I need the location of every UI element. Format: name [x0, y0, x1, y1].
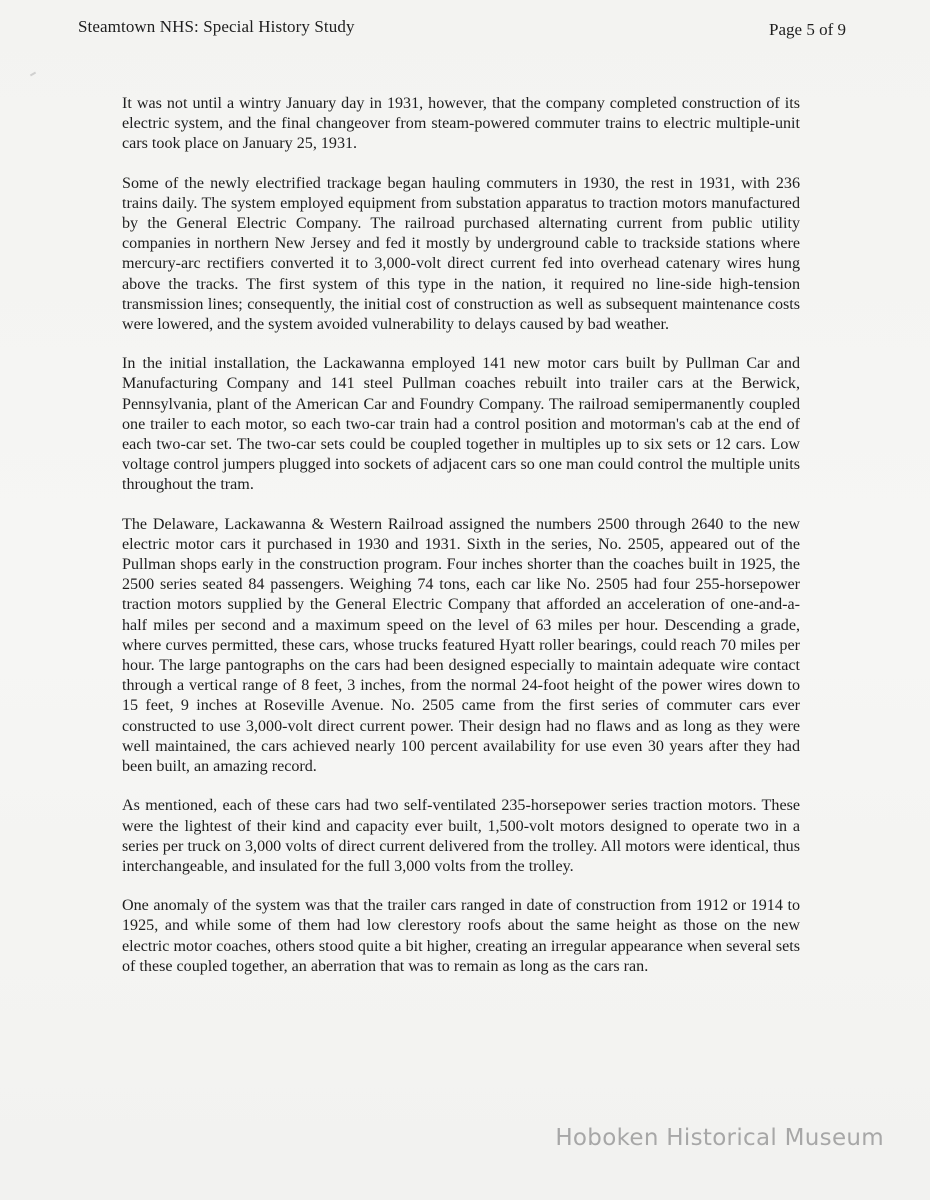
paragraph-3: In the initial installation, the Lackawanna employed 141 new motor cars built by Pullman Car and Manufacturing Company and 141 steel Pullman coaches rebuilt into trailer cars at the Berwick, Pennsylvania, plant of the American Car and Foundry Company. The railroad semipermanently coupled one trailer to each motor, so each two-car train had a control position and motorman's cab at the end of each two-car set. The two-car sets could be coupled together in multiples up to six sets or 12 cars. Low voltage control jumpers plugged into sockets of adjacent cars so one man could control the multiple units throughout the tram. — [122, 355, 800, 494]
museum-watermark: Hoboken Historical Museum — [555, 1125, 884, 1151]
scan-speck — [30, 72, 36, 77]
paragraph-2: Some of the newly electrified trackage began hauling commuters in 1930, the rest in 1931, with 236 trains daily. The system employed equipment from substation apparatus to traction motors manufactured by the General Electric Company. The railroad purchased alternating current from public utility companies in northern New Jersey and fed it mostly by underground cable to trackside stations where mercury-arc rectifiers converted it to 3,000-volt direct current fed into overhead catenary wires hung above the tracks. The first system of this type in the nation, it required no line-side high-tension transmission lines; consequently, the initial cost of construction as well as subsequent maintenance costs were lowered, and the system avoided vulnerability to delays caused by bad weather. — [122, 174, 800, 334]
paragraph-4: The Delaware, Lackawanna & Western Railroad assigned the numbers 2500 through 2640 to the new electric motor cars it purchased in 1930 and 1931. Sixth in the series, No. 2505, appeared out of the Pullman shops early in the construction program. Four inches shorter than the coaches built in 1925, the 2500 series seated 84 passengers. Weighing 74 tons, each car like No. 2505 had four 255-horsepower traction motors supplied by the General Electric Company that afforded an acceleration of one-and-a-half miles per second and a maximum speed on the level of 63 miles per hour. Descending a grade, where curves permitted, these cars, whose trucks featured Hyatt roller bearings, could reach 70 miles per hour. The large pantographs on the cars had been designed especially to maintain adequate wire contact through a vertical range of 8 feet, 3 inches, from the normal 24-foot height of the power wires down to 15 feet, 9 inches at Roseville Avenue. No. 2505 came from the first series of commuter cars ever constructed to use 3,000-volt direct current power. Their design had no flaws and as long as they were well maintained, the cars achieved nearly 100 percent availability for use even 30 years after they had been built, an amazing record. — [122, 515, 800, 776]
document-title: Steamtown NHS: Special History Study — [78, 17, 355, 36]
paragraph-1: It was not until a wintry January day in 1931, however, that the company completed construction of its electric system, and the final changeover from steam-powered commuter trains to electric multiple-unit cars took place on January 25, 1931. — [122, 95, 800, 153]
paragraph-5: As mentioned, each of these cars had two self-ventilated 235-horsepower series traction motors. These were the lightest of their kind and capacity ever built, 1,500-volt motors designed to operate two in a series per truck on 3,000 volts of direct current delivered from the trolley. All motors were identical, thus interchangeable, and insulated for the full 3,000 volts from the trolley. — [122, 797, 800, 875]
page-indicator: Page 5 of 9 — [769, 20, 846, 39]
body-text — [122, 94, 800, 977]
paragraph-6: One anomaly of the system was that the trailer cars ranged in date of construction from 1912 or 1914 to 1925, and while some of them had low clerestory roofs about the same height as those on the new electric motor coaches, others stood quite a bit higher, creating an irregular appearance when several sets of these coupled together, an aberration that was to remain as long as the cars ran. — [122, 897, 800, 975]
